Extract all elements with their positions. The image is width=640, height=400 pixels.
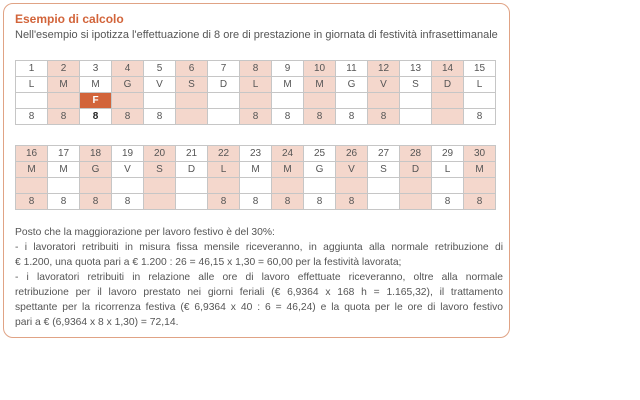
- hours-cell: 8: [304, 109, 336, 125]
- weekday-cell: L: [464, 77, 496, 93]
- mark-cell: [208, 178, 240, 194]
- hours-cell: 8: [432, 194, 464, 210]
- hours-cell: [432, 109, 464, 125]
- weekday-cell: V: [144, 77, 176, 93]
- mark-cell: [400, 93, 432, 109]
- example-title: Esempio di calcolo: [15, 12, 124, 26]
- day-cell: 19: [112, 146, 144, 162]
- mark-cell: [16, 178, 48, 194]
- hours-cell: [144, 194, 176, 210]
- day-cell: 22: [208, 146, 240, 162]
- mark-cell: [272, 93, 304, 109]
- mark-cell: [176, 178, 208, 194]
- calendar-days-1-15: [15, 60, 496, 125]
- explanation-line: retribuzione per il lavoro prestato nei giorni feriali (€ 6,9364 x 168 h = 1.165,32), il trattamento: [15, 287, 503, 298]
- hours-cell: 8: [336, 194, 368, 210]
- marks-row: [16, 93, 496, 109]
- hours-cell: 8: [368, 109, 400, 125]
- hours-row: [16, 194, 496, 210]
- weekday-cell: M: [272, 77, 304, 93]
- mark-cell: [48, 93, 80, 109]
- weekday-cell: G: [112, 77, 144, 93]
- weekday-cell: D: [176, 162, 208, 178]
- example-box: [3, 3, 510, 338]
- day-cell: 29: [432, 146, 464, 162]
- mark-cell: [48, 178, 80, 194]
- mark-cell: [176, 93, 208, 109]
- example-subtitle: Nell'esempio si ipotizza l'effettuazione di 8 ore di prestazione in giornata di festività infrasettimanale: [15, 29, 498, 41]
- weekday-cell: M: [240, 162, 272, 178]
- mark-cell: [464, 178, 496, 194]
- weekday-cell: G: [80, 162, 112, 178]
- marks-row: [16, 178, 496, 194]
- mark-cell: [16, 93, 48, 109]
- explanation-intro: Posto che la maggiorazione per lavoro festivo è del 30%:: [15, 227, 275, 238]
- mark-cell: [240, 93, 272, 109]
- calendar-days-16-30: [15, 145, 496, 210]
- hours-cell: 8: [240, 109, 272, 125]
- day-cell: 2: [48, 61, 80, 77]
- hours-cell: 8: [272, 109, 304, 125]
- weekday-cell: S: [400, 77, 432, 93]
- mark-cell: [144, 93, 176, 109]
- day-cell: 15: [464, 61, 496, 77]
- hours-cell: [208, 109, 240, 125]
- hours-cell: 8: [48, 109, 80, 125]
- weekday-cell: M: [80, 77, 112, 93]
- day-cell: 7: [208, 61, 240, 77]
- day-cell: 16: [16, 146, 48, 162]
- hours-cell: 8: [208, 194, 240, 210]
- mark-cell: [432, 178, 464, 194]
- explanation-line: € 1.200, una quota pari a € 1.200 : 26 = 46,15 x 1,30 = 60,00 per la festività lavorata;: [15, 257, 402, 268]
- weekday-cell: M: [304, 77, 336, 93]
- explanation-line: spettante per la ricorrenza festiva (€ 6,9364 x 40 : 6 = 46,24) e la quota per le ore di lavoro festivo: [15, 302, 503, 313]
- day-cell: 5: [144, 61, 176, 77]
- hours-cell: 8: [304, 194, 336, 210]
- weekday-cell: M: [16, 162, 48, 178]
- weekday-cell: G: [336, 77, 368, 93]
- explanation-line: pari a € (6,9364 x 8 x 1,30) = 72,14.: [15, 317, 179, 328]
- weekday-cell: D: [208, 77, 240, 93]
- hours-cell: 8: [240, 194, 272, 210]
- hours-cell: 8: [112, 109, 144, 125]
- weekday-cell: D: [400, 162, 432, 178]
- day-cell: 13: [400, 61, 432, 77]
- mark-cell: [368, 93, 400, 109]
- explanation-line: - i lavoratori retribuiti in relazione alle ore di lavoro effettuate riceveranno, oltre alla normale: [15, 272, 503, 283]
- day-cell: 26: [336, 146, 368, 162]
- weekdays-row: [16, 77, 496, 93]
- hours-cell: 8: [464, 194, 496, 210]
- weekday-cell: V: [368, 77, 400, 93]
- weekday-cell: L: [16, 77, 48, 93]
- hours-cell: [368, 194, 400, 210]
- hours-cell: 8: [112, 194, 144, 210]
- day-cell: 24: [272, 146, 304, 162]
- day-cell: 8: [240, 61, 272, 77]
- weekday-cell: L: [432, 162, 464, 178]
- hours-cell: 8: [272, 194, 304, 210]
- mark-cell: [80, 178, 112, 194]
- day-cell: 17: [48, 146, 80, 162]
- weekday-cell: S: [176, 77, 208, 93]
- weekday-cell: G: [304, 162, 336, 178]
- weekday-cell: V: [112, 162, 144, 178]
- hours-row: [16, 109, 496, 125]
- mark-cell: [240, 178, 272, 194]
- weekday-cell: V: [336, 162, 368, 178]
- weekday-cell: M: [48, 77, 80, 93]
- day-cell: 1: [16, 61, 48, 77]
- hours-cell: 8: [336, 109, 368, 125]
- day-cell: 3: [80, 61, 112, 77]
- hours-cell: 8: [80, 109, 112, 125]
- hours-cell: 8: [464, 109, 496, 125]
- days-row: [16, 61, 496, 77]
- weekdays-row: [16, 162, 496, 178]
- day-cell: 12: [368, 61, 400, 77]
- day-cell: 10: [304, 61, 336, 77]
- day-cell: 21: [176, 146, 208, 162]
- weekday-cell: D: [432, 77, 464, 93]
- festivity-mark-cell: F: [80, 93, 112, 109]
- day-cell: 4: [112, 61, 144, 77]
- weekday-cell: M: [48, 162, 80, 178]
- mark-cell: [304, 178, 336, 194]
- mark-cell: [304, 93, 336, 109]
- weekday-cell: M: [272, 162, 304, 178]
- day-cell: 30: [464, 146, 496, 162]
- days-row: [16, 146, 496, 162]
- mark-cell: [336, 93, 368, 109]
- day-cell: 14: [432, 61, 464, 77]
- day-cell: 20: [144, 146, 176, 162]
- day-cell: 27: [368, 146, 400, 162]
- weekday-cell: S: [144, 162, 176, 178]
- day-cell: 11: [336, 61, 368, 77]
- weekday-cell: M: [464, 162, 496, 178]
- mark-cell: [368, 178, 400, 194]
- hours-cell: [176, 194, 208, 210]
- hours-cell: 8: [144, 109, 176, 125]
- weekday-cell: L: [208, 162, 240, 178]
- mark-cell: [112, 178, 144, 194]
- hours-cell: [400, 194, 432, 210]
- mark-cell: [464, 93, 496, 109]
- hours-cell: [400, 109, 432, 125]
- weekday-cell: L: [240, 77, 272, 93]
- mark-cell: [432, 93, 464, 109]
- weekday-cell: S: [368, 162, 400, 178]
- mark-cell: [208, 93, 240, 109]
- day-cell: 6: [176, 61, 208, 77]
- hours-cell: 8: [80, 194, 112, 210]
- day-cell: 28: [400, 146, 432, 162]
- hours-cell: 8: [48, 194, 80, 210]
- day-cell: 25: [304, 146, 336, 162]
- mark-cell: [144, 178, 176, 194]
- hours-cell: 8: [16, 194, 48, 210]
- hours-cell: [176, 109, 208, 125]
- hours-cell: 8: [16, 109, 48, 125]
- day-cell: 9: [272, 61, 304, 77]
- mark-cell: [400, 178, 432, 194]
- mark-cell: [272, 178, 304, 194]
- mark-cell: [112, 93, 144, 109]
- mark-cell: [336, 178, 368, 194]
- day-cell: 23: [240, 146, 272, 162]
- explanation-line: - i lavoratori retribuiti in misura fissa mensile riceveranno, in aggiunta alla normale retribuzione di: [15, 242, 503, 253]
- day-cell: 18: [80, 146, 112, 162]
